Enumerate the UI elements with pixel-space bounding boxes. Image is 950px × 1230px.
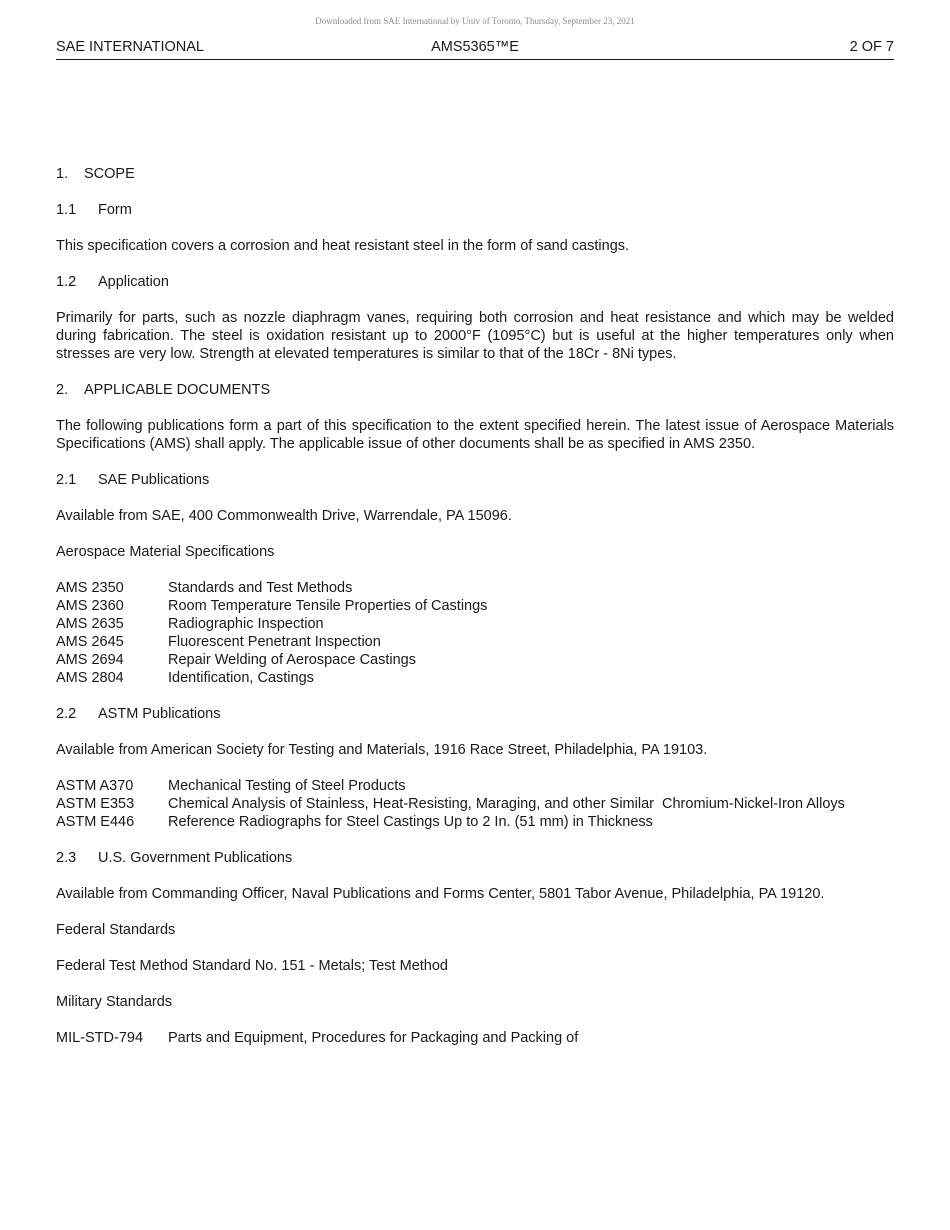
applicable-documents-paragraph: The following publications form a part of this specification to the extent specified herein. The latest issue of Aerospace Materials Specifications (AMS) shall apply. The applicable issue of other documents shall be as specified in AMS 2350.	[56, 418, 894, 452]
reference-title: Repair Welding of Aerospace Castings	[168, 652, 416, 668]
military-reference-list	[56, 1029, 894, 1047]
reference-row	[56, 813, 894, 831]
reference-code: AMS 2645	[56, 634, 124, 650]
reference-row	[56, 579, 894, 597]
government-availability: Available from Commanding Officer, Naval Publications and Forms Center, 5801 Tabor Avenue, Philadelphia, PA 19120.	[56, 886, 825, 902]
header-organization: SAE INTERNATIONAL	[56, 39, 204, 55]
ams-subheading: Aerospace Material Specifications	[56, 544, 275, 560]
reference-title: Fluorescent Penetrant Inspection	[168, 634, 381, 650]
reference-code: AMS 2694	[56, 652, 124, 668]
subsection-number: 2.3	[56, 850, 77, 866]
reference-code: MIL-STD-794	[56, 1030, 144, 1046]
reference-code: ASTM E353	[56, 796, 135, 812]
astm-reference-list	[56, 777, 894, 831]
header-page-number: 2 OF 7	[849, 39, 894, 55]
reference-code: ASTM A370	[56, 778, 134, 794]
subsection-number: 2.2	[56, 706, 77, 722]
application-paragraph: Primarily for parts, such as nozzle diaphragm vanes, requiring both corrosion and heat resistance and which may be welded during fabrication. The steel is oxidation resistant up to 2000°F (1095°C) but is useful at the higher temperatures only when stresses are very low. Strength at elevated temperatures is similar to that of the 18Cr - 8Ni types.	[56, 310, 894, 362]
subsection-title: SAE Publications	[98, 472, 210, 488]
subsection-heading-sae-publications	[56, 471, 894, 489]
header-document-number: AMS5365™E	[431, 39, 519, 55]
reference-code: AMS 2635	[56, 616, 124, 632]
federal-standards-heading: Federal Standards	[56, 922, 176, 938]
subsection-number: 2.1	[56, 472, 77, 488]
reference-title: Radiographic Inspection	[168, 616, 324, 632]
subsection-heading-government-publications	[56, 849, 894, 867]
reference-title: Reference Radiographs for Steel Castings Up to 2 In. (51 mm) in Thickness	[168, 814, 653, 830]
page-header	[56, 39, 894, 60]
subsection-number: 1.1	[56, 202, 77, 218]
subsection-heading-astm-publications	[56, 705, 894, 723]
reference-title: Standards and Test Methods	[168, 580, 353, 596]
section-title: SCOPE	[84, 166, 135, 182]
military-standards-heading: Military Standards	[56, 994, 173, 1010]
reference-row	[56, 795, 894, 813]
reference-title: Identification, Castings	[168, 670, 314, 686]
reference-row	[56, 633, 894, 651]
subsection-heading-application	[56, 273, 894, 291]
astm-availability: Available from American Society for Testing and Materials, 1916 Race Street, Philadelphia, PA 19103.	[56, 742, 708, 758]
reference-title: Chemical Analysis of Stainless, Heat-Resisting, Maraging, and other Similar Chromium-Nickel-Iron Alloys	[168, 796, 845, 812]
reference-code: AMS 2350	[56, 580, 124, 596]
reference-row	[56, 777, 894, 795]
form-paragraph: This specification covers a corrosion and heat resistant steel in the form of sand castings.	[56, 238, 630, 254]
reference-code: AMS 2804	[56, 670, 124, 686]
ams-reference-list	[56, 579, 894, 687]
download-watermark: Downloaded from SAE International by Univ of Toronto, Thursday, September 23, 2021	[315, 16, 635, 26]
reference-row	[56, 1029, 894, 1047]
reference-title: Mechanical Testing of Steel Products	[168, 778, 406, 794]
subsection-heading-form	[56, 201, 894, 219]
document-body	[56, 165, 894, 1065]
section-heading-scope	[56, 165, 894, 183]
subsection-title: U.S. Government Publications	[98, 850, 293, 866]
section-number: 1.	[56, 166, 69, 182]
reference-row	[56, 597, 894, 615]
reference-code: ASTM E446	[56, 814, 135, 830]
section-title: APPLICABLE DOCUMENTS	[84, 382, 271, 398]
subsection-title: Application	[98, 274, 169, 290]
sae-availability: Available from SAE, 400 Commonwealth Drive, Warrendale, PA 15096.	[56, 508, 512, 524]
federal-standard-entry: Federal Test Method Standard No. 151 - Metals; Test Method	[56, 958, 448, 974]
reference-row	[56, 669, 894, 687]
section-number: 2.	[56, 382, 69, 398]
reference-row	[56, 651, 894, 669]
subsection-title: Form	[98, 202, 132, 218]
section-heading-applicable-documents	[56, 381, 894, 399]
reference-row	[56, 615, 894, 633]
reference-code: AMS 2360	[56, 598, 124, 614]
subsection-number: 1.2	[56, 274, 77, 290]
reference-title: Room Temperature Tensile Properties of Castings	[168, 598, 488, 614]
reference-title: Parts and Equipment, Procedures for Packaging and Packing of	[168, 1030, 579, 1046]
subsection-title: ASTM Publications	[98, 706, 221, 722]
